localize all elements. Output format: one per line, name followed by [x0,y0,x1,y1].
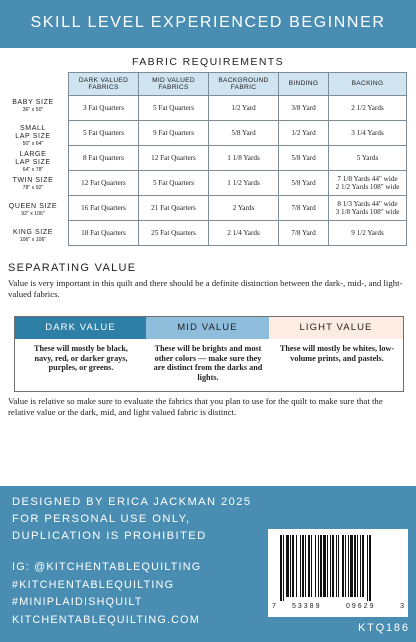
table-cell: 3/8 Yard [279,96,329,121]
column-header: BACKING [329,73,407,96]
barcode-right-digits: 09629 [346,603,376,610]
dark-value-label: DARK VALUE [45,322,116,333]
table-cell: 25 Fat Quarters [139,221,209,246]
barcode-bar [327,535,328,597]
table-cell: 18 Fat Quarters [69,221,139,246]
barcode-bar [318,535,319,597]
barcode-bar [360,535,361,597]
size-name: QUEEN SIZE [8,203,58,210]
barcode-bar [345,535,346,597]
table-cell: 5 Fat Quarters [139,96,209,121]
dark-value-bar [15,317,146,339]
size-name: TWIN SIZE [12,177,54,184]
barcode-bar [323,535,326,597]
barcode-bar [280,535,282,601]
light-value-bar [269,317,403,339]
table-cell: 9 1/2 Yards [329,221,407,246]
value-scale [14,316,404,392]
barcode-bar [300,535,301,597]
hashtag-miniplaidishquilt[interactable]: #MINIPLAIDISHQUILT [12,596,143,608]
skill-level-title: SKILL LEVEL EXPERIENCED BEGINNER [30,14,386,31]
size-label [0,151,66,173]
separating-value-intro: Value is very important in this quilt and there should be a definite distinction between the dark-, mid-, and light-valued fabrics. [8,278,403,299]
column-header: BINDING [279,73,329,96]
table-cell: 5/8 Yard [279,171,329,196]
barcode-bar [354,535,356,597]
column-header: BACKGROUND FABRIC [209,73,279,96]
size-dimensions: 106" x 106" [19,237,47,243]
table-cell: 3 Fat Quarters [69,96,139,121]
table-row [69,121,407,146]
fabric-requirements-title: FABRIC REQUIREMENTS [131,56,285,68]
size-dimensions: 64" x 78" [22,167,44,173]
size-label [0,177,66,191]
barcode-bar [308,535,310,597]
table-row [69,221,407,246]
table-cell: 21 Fat Quarters [139,196,209,221]
table-cell: 9 Fat Quarters [139,121,209,146]
table-row [69,96,407,121]
table-cell: 7/8 Yard [279,221,329,246]
table-cell: 12 Fat Quarters [69,171,139,196]
barcode-bar [315,535,316,597]
table-cell: 2 1/4 Yards [209,221,279,246]
designed-by-text: DESIGNED BY ERICA JACKMAN 2025 [12,496,252,508]
fabric-requirements-table [68,72,407,246]
table-cell: 5 Yards [329,146,407,171]
size-label [0,203,66,217]
barcode-left-digits: 53389 [292,603,322,610]
size-dimensions: 50" x 64" [22,141,44,147]
table-row [69,196,407,221]
barcode-bar [336,535,337,597]
table-row [69,146,407,171]
table-row [69,171,407,196]
table-cell: 2 1/2 Yards [329,96,407,121]
table-cell: 1 1/8 Yards [209,146,279,171]
size-name: SMALL LAP SIZE [15,125,51,140]
table-cell: 5/8 Yard [209,121,279,146]
barcode-bar [283,535,284,601]
barcode-bar [311,535,312,597]
table-cell: 7/8 Yard [279,196,329,221]
barcode-first-digit: 7 [272,603,276,610]
mid-value-description: These will be brights and most other colors — make sure they are distinct from the darks and lights. [153,344,263,382]
website-link[interactable]: KITCHENTABLEQUILTING.COM [12,613,200,626]
barcode-bar [332,535,334,597]
table-cell: 16 Fat Quarters [69,196,139,221]
hashtag-kitchentablequilting[interactable]: #KITCHENTABLEQUILTING [12,578,175,591]
barcode-bar [348,535,349,597]
table-cell: 3 1/4 Yards [329,121,407,146]
table-cell: 8 Fat Quarters [69,146,139,171]
column-header: DARK VALUED FABRICS [69,73,139,96]
barcode-bar [367,535,368,601]
mid-value-label: MID VALUE [177,322,238,333]
size-name: BABY SIZE [12,99,54,106]
barcode-bar [320,535,322,597]
size-label [0,125,66,147]
barcode-bar [362,535,364,597]
table-cell: 5 Fat Quarters [139,171,209,196]
barcode-bar [342,535,344,597]
table-cell: 8 1/3 Yards 44" wide 3 1/8 Yards 108" wide [329,196,407,221]
barcode-bar [302,535,304,597]
mid-value-bar [146,317,269,339]
table-cell: 12 Fat Quarters [139,146,209,171]
size-label [0,99,66,113]
column-header: MID VALUED FABRICS [139,73,209,96]
table-cell: 7 1/8 Yards 44" wide 2 1/2 Yards 108" wide [329,171,407,196]
barcode-bars [274,535,402,601]
designer-credit [12,494,252,545]
barcode-bar [305,535,306,597]
size-dimensions: 36" x 50" [22,107,44,113]
personal-use-line-2: DUPLICATION IS PROHIBITED [12,530,207,542]
table-cell: 1 1/2 Yards [209,171,279,196]
table-cell: 2 Yards [209,196,279,221]
barcode-bar [292,535,294,597]
table-cell: 5 Fat Quarters [69,121,139,146]
light-value-description: These will mostly be whites, low-volume prints, and pastels. [279,344,395,363]
size-name: KING SIZE [12,229,54,236]
table-cell: 1/2 Yard [209,96,279,121]
dark-value-description: These will mostly be black, navy, red, or darker grays, purples, or greens. [34,344,128,372]
barcode-bar [296,535,297,597]
barcode-bar [290,535,291,597]
separating-value-title: SEPARATING VALUE [8,262,137,274]
table-cell: 1/2 Yard [279,121,329,146]
barcode-bar [286,535,289,597]
social-links [12,559,201,629]
barcode-bar [330,535,331,597]
separating-value-note: Value is relative so make sure to evaluate the fabrics that you plan to use for the quilt to make sure that the relative value or the dark, mid, and light valued fabric is distinct. [8,396,383,417]
footer-panel [0,486,416,642]
size-label [0,229,66,243]
instagram-handle[interactable]: IG: @KITCHENTABLEQUILTING [12,561,202,573]
size-dimensions: 78" x 92" [22,185,44,191]
product-code: KTQ186 [358,622,410,634]
barcode [268,529,408,617]
table-cell: 5/8 Yard [279,146,329,171]
barcode-bar [350,535,353,597]
light-value-label: LIGHT VALUE [299,322,373,333]
size-name: LARGE LAP SIZE [15,151,51,166]
barcode-bar [369,535,371,601]
personal-use-line-1: FOR PERSONAL USE ONLY, [12,513,191,525]
barcode-bar [357,535,358,597]
barcode-last-digit: 3 [400,603,404,610]
size-dimensions: 92" x 106" [21,211,45,217]
barcode-bar [338,535,339,597]
header-bar [0,0,416,48]
